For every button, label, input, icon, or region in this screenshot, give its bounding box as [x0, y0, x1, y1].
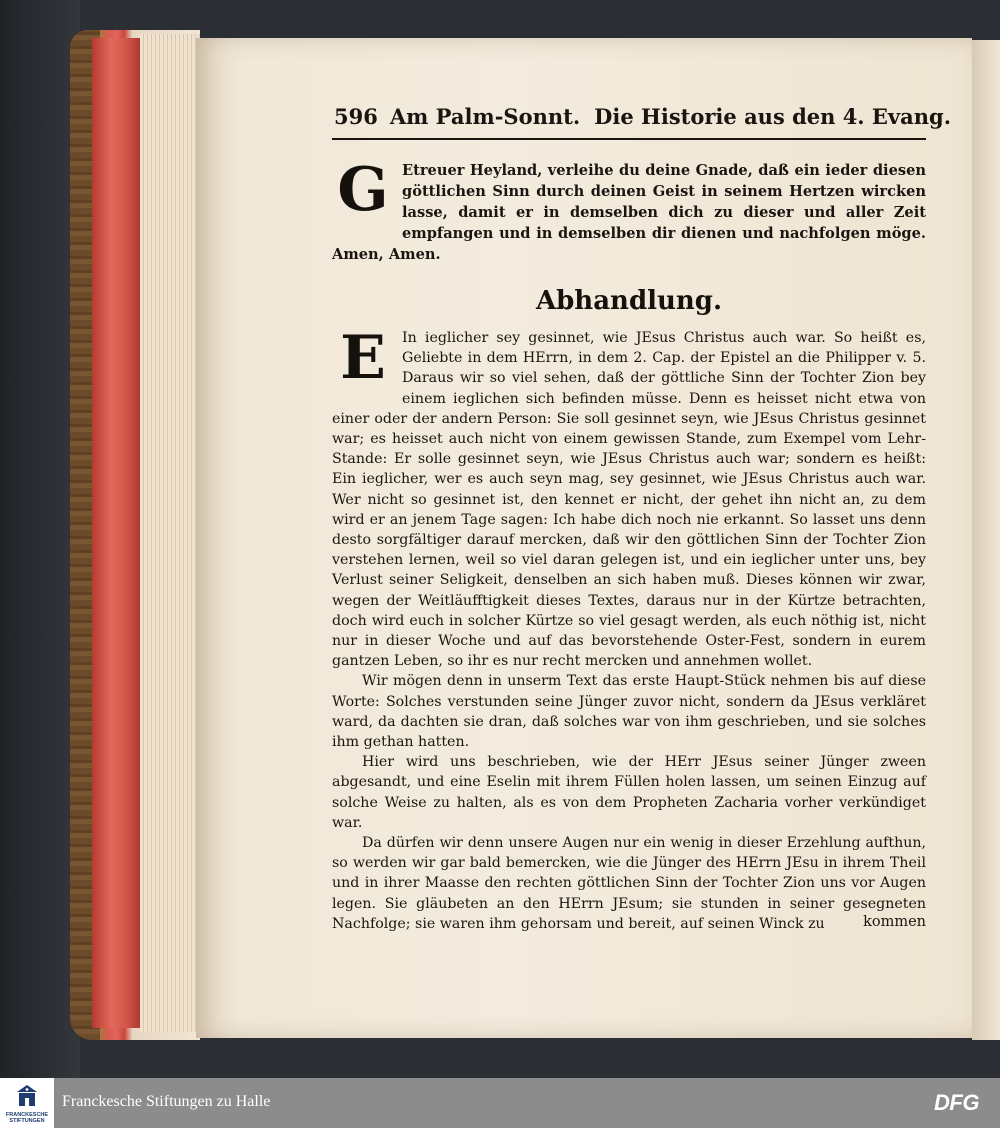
scan-background-left: [0, 0, 80, 1078]
paragraph-initial: E: [340, 323, 386, 393]
red-page-edges: [92, 38, 140, 1028]
header-rule: [332, 138, 926, 140]
paragraph: Wir mögen denn in unserm Text das erste Haupt-Stück nehmen bis auf diese Worte: Solches verstunden seine Jünger zuvor nicht, sondern da JEsus verkläret ward, da dachten sie dran, daß solches war von ihm geschrieben, und sie solches ihm gethan hatten.: [332, 673, 926, 751]
prayer-initial: G: [337, 155, 389, 225]
header-left-title: Am Palm-Sonnt.: [389, 104, 581, 129]
running-header: [334, 104, 952, 136]
page-leaves: [140, 34, 200, 1032]
prayer-text: Etreuer Heyland, verleihe du deine Gnade, daß ein ieder diesen göttlichen Sinn durch deinen Geist in seinem Hertzen wircken lasse, damit er in demselben dich zu dieser und aller Zeit empfangen und in demselben dir dienen und nachfolgen möge. Amen, Amen.: [332, 162, 926, 263]
franckesche-logo[interactable]: [0, 1078, 54, 1128]
logo-text: FRANCKESCHE STIFTUNGEN: [5, 1112, 49, 1124]
paragraph: [332, 323, 926, 671]
section-heading: Abhandlung.: [535, 286, 723, 316]
paragraph-text: In ieglicher sey gesinnet, wie JEsus Christus auch war. So heißt es, Geliebte in dem HErrn, in dem 2. Cap. der Epistel an die Philipper v. 5. Daraus wir so viel sehen, daß der göttliche Sinn der Tochter Zion bey einem ieglichen sich befinden müsse. Denn es heisset nicht etwa von einer oder der andern Person: Sie soll gesinnet seyn, wie JEsus Christus gesinnet war; es heisset auch nicht von einem gewissen Stande, zum Exempel vom Lehr-Stande: Er solle gesinnet seyn, wie JEsus Christus auch war; sondern es heißt: Ein ieglicher, wer es auch seyn mag, sey gesinnet, wie JEsus Christus auch war. Wer nicht so gesinnet ist, den kennet er nicht, der gehet ihn nicht an, zu dem wird er an jenem Tage sagen: Ich habe dich noch nie erkannt. So lasset uns denn desto sorgfältiger darauf mercken, daß wir den göttlichen Sinn der Tochter Zion verstehen lernen, weil so viel daran gelegen ist, und ein ieglicher unter uns, bey Verlust seiner Seligkeit, denselben an sich haben muß. Dieses können wir zwar, wegen der Weitläufftigkeit dieses Textes, daraus nur in der Kürtze betrachten, doch wird euch in solcher Kürtze so viel gesagt werden, als euch nöthig ist, nicht nur in dieser Woche und auf das bevorstehende Oster-Fest, sondern in eurem gantzen Leben, so ihr es nur recht mercken und annehmen wollet.: [332, 330, 926, 670]
header-right-title: Die Historie aus den 4. Evang.: [594, 104, 952, 129]
dfg-logo[interactable]: DFG: [934, 1090, 979, 1115]
catchword: kommen: [863, 914, 926, 930]
building-icon: [17, 1085, 37, 1107]
body-text: [332, 323, 926, 934]
paragraph: Hier wird uns beschrieben, wie der HErr JEsus seiner Jünger zween abgesandt, und eine Eselin mit ihrem Füllen holen lassen, um seinen Einzug auf solche Weise zu halten, als es von dem Propheten Zacharia vorher verkündiget war.: [332, 754, 926, 831]
viewer-footer-bar: [0, 1078, 1000, 1128]
facing-page-edge: [972, 40, 1000, 1040]
prayer-paragraph: [332, 155, 926, 265]
institution-name[interactable]: Franckesche Stiftungen zu Halle: [62, 1093, 271, 1110]
page-number: 596: [334, 104, 378, 129]
paragraph: Da dürfen wir denn unsere Augen nur ein wenig in dieser Erzehlung aufthun, so werden wir gar bald bemercken, wie die Jünger des HErrn JEsu in ihrem Theil und in ihrer Maasse den rechten göttlichen Sinn der Tochter Zion uns vor Augen legen. Sie gläubeten an den HErrn JEsum; sie stunden in seiner gesegneten Nachfolge; sie waren ihm gehorsam und bereit, auf seinen Winck zu: [332, 835, 926, 932]
